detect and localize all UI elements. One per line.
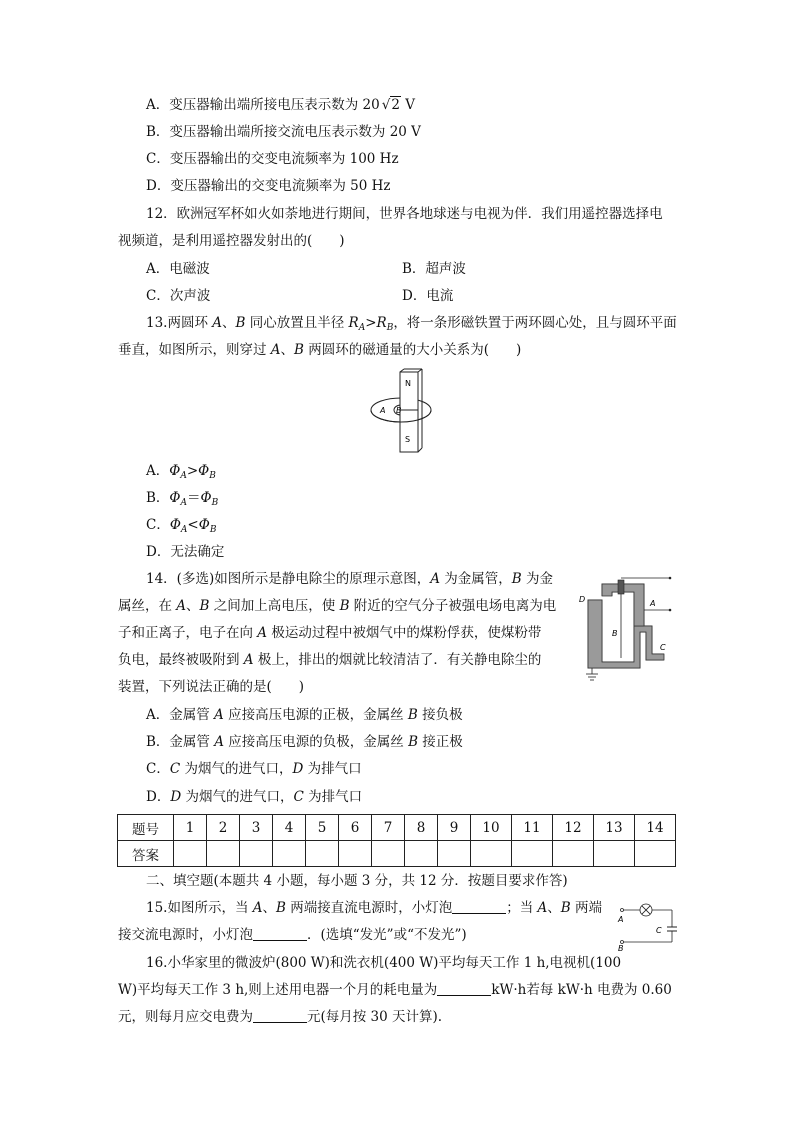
q14-stem-line5: 装置，下列说法正确的是( ): [118, 679, 305, 695]
electrostatic-precipitator-figure: [578, 572, 674, 684]
q14-option-d: D．D 为烟气的进气口，C 为排气口: [146, 789, 363, 805]
question-number-cell: 7: [372, 815, 405, 841]
q11-option-c: C．变压器输出的交变电流频率为 100 Hz: [146, 151, 399, 167]
q13-stem-line1: 13.两圆环 A、B 同心放置且半径 $R_A>R_B$，将一条形磁铁置于两环圆心处，且与圆环平面: [146, 315, 677, 333]
q16-stem-line3: 元，则每月应交电费为 元(每月按 30 天计算).: [118, 1009, 443, 1025]
q16-blank-1[interactable]: [437, 981, 491, 996]
question-number-cell: 5: [306, 815, 339, 841]
q14-stem-line2: 属丝，在 A、B 之间加上高电压，使 B 附近的空气分子被强电场电离为电: [118, 598, 557, 614]
answer-cell[interactable]: [471, 841, 512, 867]
answer-cell[interactable]: [635, 841, 676, 867]
q12-option-b: B．超声波: [402, 261, 466, 277]
answer-cell[interactable]: [553, 841, 594, 867]
q14-option-b: B．金属管 A 应接高压电源的负极，金属丝 B 接正极: [146, 734, 463, 750]
question-number-cell: 1: [174, 815, 207, 841]
question-number-cell: 10: [471, 815, 512, 841]
port-c-label: C: [660, 643, 666, 652]
bulb-capacitor-circuit-figure: [616, 900, 682, 952]
q11-option-a: A．变压器输出端所接电压表示数为 20 √2 V: [146, 97, 415, 113]
question-number-cell: 14: [635, 815, 676, 841]
answer-cell[interactable]: [512, 841, 553, 867]
wire-b-label: B: [612, 629, 618, 638]
magnet-south-label: S: [405, 435, 411, 444]
q14-option-c: C．C 为烟气的进气口，D 为排气口: [146, 761, 362, 777]
q15-stem-line1: 15.如图所示，当 A、B 两端接直流电源时，小灯泡 ；当 A、B 两端: [146, 900, 602, 916]
question-number-cell: 2: [207, 815, 240, 841]
q15-stem-line2: 接交流电源时，小灯泡 ．(选填“发光”或“不发光”): [118, 927, 467, 943]
q15-blank-1[interactable]: [452, 899, 506, 914]
q16-blank-2[interactable]: [253, 1008, 307, 1023]
magnet-rings-figure: [370, 368, 434, 458]
sqrt-symbol: √2: [381, 97, 400, 113]
q16-stem-line1: 16.小华家里的微波炉(800 W)和洗衣机(400 W)平均每天工作 1 h,电视机(100: [146, 955, 622, 971]
port-d-label: D: [579, 595, 586, 604]
q11-option-d: D．变压器输出的交变电流频率为 50 Hz: [146, 178, 391, 194]
tube-a-label: A: [650, 599, 656, 608]
q13-option-d: D．无法确定: [146, 544, 225, 560]
ring-a-label: A: [380, 406, 386, 415]
row-label-question-number: 题号: [118, 815, 174, 841]
question-number-cell: 13: [594, 815, 635, 841]
q14-option-a: A．金属管 A 应接高压电源的正极，金属丝 B 接负极: [146, 707, 463, 723]
answer-cell[interactable]: [594, 841, 635, 867]
q13-option-c: C．$\Phi_A<\Phi_B$: [146, 517, 217, 535]
question-number-cell: 6: [339, 815, 372, 841]
q16-stem-line2: W)平均每天工作 3 h,则上述用电器一个月的耗电量为 kW·h若每 kW·h 电费为 0.60: [118, 982, 672, 998]
question-number-cell: 4: [273, 815, 306, 841]
capacitor-c-label: C: [656, 926, 662, 935]
q13-option-a: A．$\Phi_A>\Phi_B$: [146, 463, 216, 481]
answer-table: [117, 814, 676, 867]
q12-stem-line1: 12．欧洲冠军杯如火如荼地进行期间，世界各地球迷与电视为伴．我们用遥控器选择电: [146, 206, 663, 222]
q14-stem-line3: 子和正离子，电子在向 A 极运动过程中被烟气中的煤粉俘获，使煤粉带: [118, 625, 542, 641]
answer-cell[interactable]: [174, 841, 207, 867]
q12-stem-line2: 视频道，是利用遥控器发射出的( ): [118, 233, 345, 249]
ring-b-label: B: [396, 406, 402, 415]
question-number-cell: 3: [240, 815, 273, 841]
answer-row: [118, 841, 676, 867]
question-number-row: [118, 815, 676, 841]
q12-option-a: A．电磁波: [146, 261, 210, 277]
answer-cell[interactable]: [372, 841, 405, 867]
question-number-cell: 8: [405, 815, 438, 841]
q11-option-b: B．变压器输出端所接交流电压表示数为 20 V: [146, 124, 421, 140]
answer-cell[interactable]: [207, 841, 240, 867]
q12-option-c: C．次声波: [146, 288, 211, 304]
section-2-heading: 二、填空题(本题共 4 小题，每小题 3 分，共 12 分．按题目要求作答): [146, 873, 568, 889]
magnet-north-label: N: [405, 379, 411, 388]
question-number-cell: 12: [553, 815, 594, 841]
answer-cell[interactable]: [405, 841, 438, 867]
question-number-cell: 11: [512, 815, 553, 841]
question-number-cell: 9: [438, 815, 471, 841]
answer-cell[interactable]: [273, 841, 306, 867]
q13-option-b: B．$\Phi_A=\Phi_B$: [146, 490, 219, 508]
q14-stem-line1: 14．(多选)如图所示是静电除尘的原理示意图，A 为金属管，B 为金: [146, 571, 553, 587]
answer-cell[interactable]: [339, 841, 372, 867]
answer-cell[interactable]: [438, 841, 471, 867]
q12-option-d: D．电流: [402, 288, 454, 304]
answer-cell[interactable]: [306, 841, 339, 867]
q13-stem-line2: 垂直，如图所示，则穿过 A、B 两圆环的磁通量的大小关系为( ): [118, 342, 522, 358]
q15-blank-2[interactable]: [253, 926, 307, 941]
answer-cell[interactable]: [240, 841, 273, 867]
row-label-answer: 答案: [118, 841, 174, 867]
terminal-b-label: B: [618, 944, 624, 952]
q14-stem-line4: 负电，最终被吸附到 A 极上，排出的烟就比较清洁了．有关静电除尘的: [118, 652, 542, 668]
terminal-a-label: A: [618, 915, 624, 924]
